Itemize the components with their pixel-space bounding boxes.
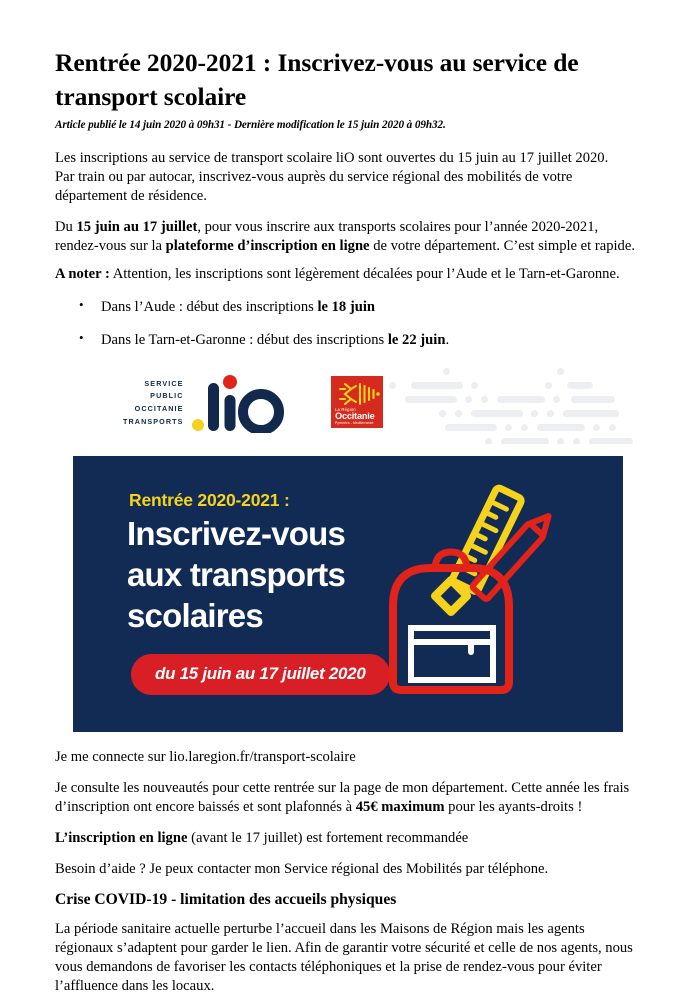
page-title: Rentrée 2020-2021 : Inscrivez-vous au service de transport scolaire: [55, 48, 579, 111]
help-paragraph: Besoin d’aide ? Je peux contacter mon Service régional des Mobilités par téléphone.: [55, 860, 549, 877]
list-item: [101, 298, 658, 317]
decorative-pattern: [385, 366, 675, 444]
news-prefix: Je consulte les nouveautés pour cette rentrée sur la page de mon département. Cette année les frais d’inscription ont encore baissés et sont plafonnés à: [55, 780, 630, 815]
banner-kicker: Rentrée 2020-2021 :: [129, 490, 290, 511]
note-text: Attention, les inscriptions sont légèrement décalées pour l’Aude et le Tarn-et-Garonne.: [109, 266, 620, 283]
occitan-cross-icon: [331, 376, 383, 410]
lio-logo-text: [123, 378, 191, 428]
covid-paragraph: La période sanitaire actuelle perturbe l’accueil dans les Maisons de Région mais les agents régionaux s’adaptent pour garder le lien. Afin de garantir votre sécurité et celle de nos agents, nous vous demandons de favoriser les contacts téléphoniques et la prise de rendez-vous pour éviter l’affluence dans les locaux.: [55, 920, 633, 994]
bullet-text: Dans le Tarn-et-Garonne : début des inscriptions: [101, 332, 388, 349]
logo-row: [55, 366, 658, 444]
news-price-bold: 45€ maximum: [355, 799, 445, 815]
dates-middle: , pour vous inscrire aux transports scolaires pour l’année 2020-2021, rendez-vous sur la: [55, 219, 599, 255]
banner-date-pill: du 15 juin au 17 juillet 2020: [131, 654, 390, 695]
note-paragraph: [55, 265, 643, 284]
dates-prefix: Du: [55, 219, 77, 236]
banner-headline-line-3: scolaires: [127, 596, 263, 634]
note-label: A noter :: [55, 266, 110, 283]
region-occitanie-logo: [331, 376, 383, 428]
dates-suffix: de votre département. C’est simple et rapide.: [369, 238, 635, 255]
banner-headline-line-1: Inscrivez-vous: [127, 515, 346, 553]
lio-text-line-1: SERVICE: [144, 378, 184, 388]
online-registration-bold: L’inscription en ligne: [55, 829, 188, 846]
lio-text-line-4: TRANSPORTS: [123, 416, 184, 426]
intro-paragraph: [55, 149, 643, 206]
region-text-line-1: La Région: [335, 406, 356, 412]
bullet-bold: le 22 juin: [387, 332, 446, 349]
banner-headline: [127, 514, 345, 637]
region-text-line-3: Pyrénées - Méditerranée: [335, 420, 374, 425]
banner-headline-line-2: aux transports: [127, 555, 346, 593]
lio-wordmark-icon: [191, 373, 287, 433]
bullet-text: Dans l’Aude : début des inscriptions: [101, 299, 318, 316]
region-text-line-2: Occitanie: [335, 410, 375, 421]
bullet-bold: le 18 juin: [317, 299, 376, 316]
intro-line-1: Les inscriptions au service de transport scolaire liO sont ouvertes du 15 juin au 17 juillet 2020.: [55, 150, 609, 167]
dates-bold-platform: plateforme d’inscription en ligne: [165, 238, 370, 255]
news-suffix: pour les ayants-droits !: [444, 799, 583, 815]
backpack-illustration-icon: [371, 484, 601, 699]
online-registration-text: (avant le 17 juillet) est fortement recommandée: [187, 829, 469, 846]
list-item: [101, 331, 658, 350]
connect-paragraph: Je me connecte sur lio.laregion.fr/transport-scolaire: [55, 749, 356, 766]
article-byline: Article publié le 14 juin 2020 à 09h31 - Dernière modification le 15 juin 2020 à 09h32.: [55, 119, 446, 132]
intro-line-2: Par train ou par autocar, inscrivez-vous auprès du service régional des mobilités de votre département de résidence.: [55, 169, 573, 205]
news-paragraph: [55, 779, 643, 817]
region-logo-text: [335, 408, 375, 426]
lio-text-line-3: OCCITANIE: [134, 404, 184, 414]
dates-paragraph: [55, 218, 643, 256]
covid-subheading: Crise COVID-19 - limitation des accueils physiques: [55, 890, 397, 908]
campaign-banner: [73, 456, 623, 732]
dates-bold-range: 15 juin au 17 juillet: [76, 219, 198, 236]
online-registration-paragraph: [55, 829, 643, 848]
lio-logo: [123, 372, 287, 434]
bullet-tail: .: [445, 332, 450, 349]
lio-text-line-2: PUBLIC: [150, 391, 184, 401]
exceptions-list: [55, 298, 658, 350]
